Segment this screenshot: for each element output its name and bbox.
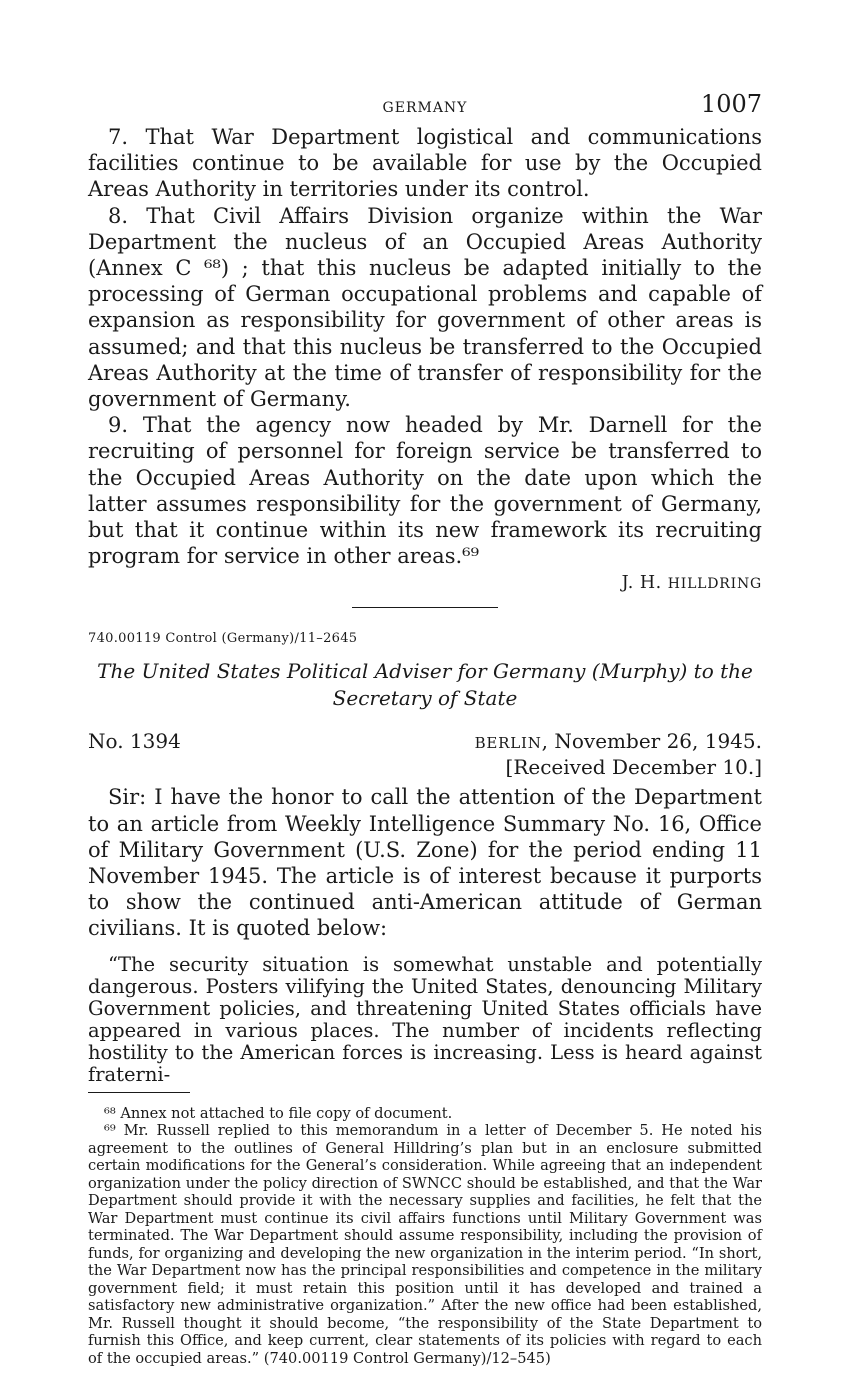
memo-paragraph-9: 9. That the agency now headed by Mr. Darnell for the recruiting of personnel for foreign service be transferred to the Occupied Areas Authority on the date upon which the latter assumes responsibility for the government of Germany, but that it continue within its new framework its recruiting program for service in other areas.⁶⁹	[88, 413, 762, 569]
letter-body	[88, 784, 762, 941]
signature-initials: J. H.	[621, 573, 668, 594]
footnote-69: ⁶⁹ Mr. Russell replied to this memorandum in a letter of December 5. He noted his agreement to the outlines of General Hilldring’s plan but in an enclosure submitted certain modifications for the General’s consideration. While agreeing that an independent organization under the policy direction of SWNCC should be established, and that the War Department should provide it with the necessary supplies and facilities, he felt that the War Department must continue its civil affairs functions until Military Government was terminated. The War Department should assume responsibility, including the provision of funds, for organizing and developing the new organization in the interim period. “In short, the War Department now has the principal responsibilities and competence in the military government field; it must retain this position until it has developed and trained a satisfactory new administrative organization.” After the new office had been established, Mr. Russell thought it should become, “the responsibility of the State Department to furnish this Office, and keep current, clear statements of its policies with regard to each of the occupied areas.” (740.00119 Control Germany)/12–545)	[88, 1122, 762, 1367]
running-head-title: GERMANY	[382, 100, 468, 116]
footnote-68: ⁶⁸ Annex not attached to file copy of document.	[104, 1104, 453, 1122]
dateline	[88, 728, 762, 780]
file-reference: 740.00119 Control (Germany)/11–2645	[88, 631, 358, 647]
dispatch-place: BERLIN	[474, 734, 542, 753]
dispatch-number: No. 1394	[88, 729, 181, 754]
footnotes	[88, 1105, 762, 1368]
received-date: [Received December 10.]	[505, 755, 762, 780]
place-and-date	[475, 728, 762, 756]
quoted-article: “The security situation is somewhat unstable and potentially dangerous. Posters vilifying the United States, denouncing Military Government policies, and threatening United States officials have appeared in various places. The number of incidents reflecting hostility to the American forces is increasing. Less is heard against fraterni-	[88, 952, 762, 1086]
signature	[88, 573, 762, 593]
document-page	[88, 90, 762, 1367]
document-title-line-1: The United States Political Adviser for Germany (Murphy) to the	[97, 659, 753, 684]
footnote-divider	[88, 1092, 190, 1093]
document-title	[88, 658, 762, 712]
document-title-line-2: Secretary of State	[332, 686, 518, 711]
memo-paragraph-8: 8. That Civil Affairs Division organize within the War Department the nucleus of an Occupied Areas Authority (Annex C ⁶⁸) ; that this nucleus be adapted initially to the processing of German occupational problems and capable of expansion as responsibility for government of other areas is assumed; and that this nucleus be transferred to the Occupied Areas Authority at the time of transfer of responsibility for the government of Germany.	[88, 203, 762, 412]
memorandum-body	[88, 124, 762, 569]
letter-paragraph: Sir: I have the honor to call the attention of the Department to an article from Weekly Intelligence Summary No. 16, Office of Military Government (U.S. Zone) for the period ending 11 November 1945. The article is of interest because it purports to show the continued anti-American attitude of German civilians. It is quoted below:	[88, 785, 762, 941]
section-divider	[352, 607, 498, 608]
memo-paragraph-7: 7. That War Department logistical and communications facilities continue to be available for use by the Occupied Areas Authority in territories under its control.	[88, 125, 762, 202]
page-number: 1007	[700, 90, 762, 118]
signature-surname: HILLDRING	[667, 576, 762, 593]
dispatch-date: , November 26, 1945.	[541, 729, 762, 754]
running-head	[88, 90, 762, 124]
